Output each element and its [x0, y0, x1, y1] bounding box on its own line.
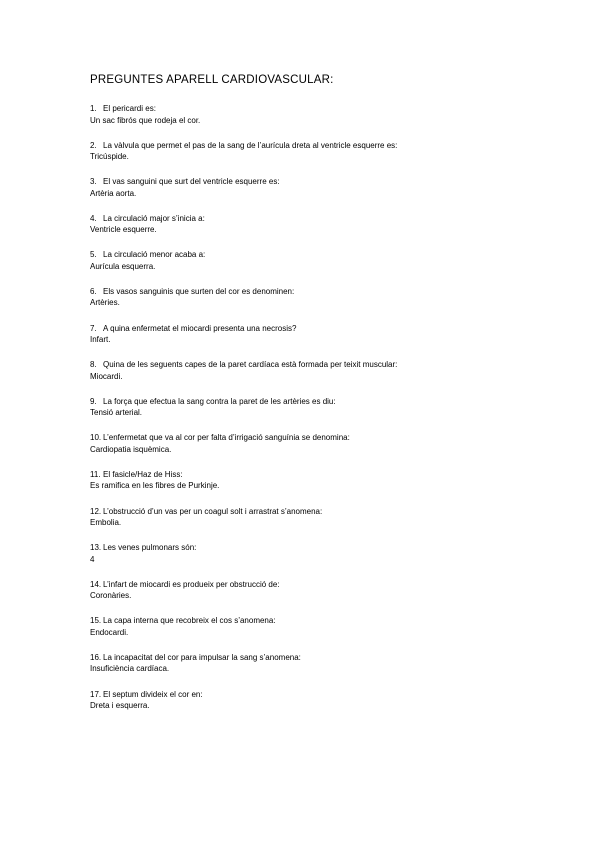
question-item — [90, 359, 570, 396]
question-item — [90, 506, 570, 543]
answer-text: 4 — [90, 554, 95, 564]
question-text: La circulació menor acaba a: — [103, 250, 206, 260]
question-number: 13. — [90, 543, 102, 553]
question-text: Les venes pulmonars són: — [103, 543, 197, 553]
question-number: 17. — [90, 689, 102, 699]
question-number: 16. — [90, 652, 102, 662]
question-text: El pericardi es: — [103, 104, 156, 113]
question-item — [90, 689, 570, 726]
question-text: L’infart de miocardi es produeix per obstrucció de: — [103, 579, 280, 589]
question-number: 14. — [90, 579, 102, 589]
question-text: L’obstrucció d’un vas per un coagul solt i arrastrat s’anomena: — [103, 506, 323, 516]
question-text: El fasicle/Haz de Hiss: — [103, 469, 183, 479]
question-item — [90, 140, 570, 177]
question-number: 8. — [90, 360, 97, 370]
question-number: 9. — [90, 396, 97, 406]
answer-text: Cardiopatia isquèmica. — [90, 444, 172, 454]
page-title: PREGUNTES APARELL CARDIOVASCULAR: — [90, 74, 334, 86]
answer-text: Aurícula esquerra. — [90, 261, 156, 271]
answer-text: Un sac fibrós que rodeja el cor. — [90, 115, 201, 125]
answer-text: Tensió arterial. — [90, 408, 143, 418]
question-item — [90, 286, 570, 323]
answer-text: Es ramifica en les fibres de Purkinje. — [90, 481, 220, 491]
answer-text: Miocardi. — [90, 371, 123, 381]
question-item — [90, 469, 570, 506]
answer-text: Artèries. — [90, 298, 120, 308]
answer-text: Dreta i esquerra. — [90, 701, 150, 710]
question-item — [90, 542, 570, 579]
question-text: Quina de les seguents capes de la paret cardíaca està formada per teixit muscular: — [103, 360, 398, 370]
answer-text: Ventricle esquerre. — [90, 225, 157, 235]
question-number: 4. — [90, 213, 97, 223]
question-list — [90, 103, 570, 725]
question-text: A quina enfermetat el miocardi presenta una necrosis? — [103, 323, 297, 333]
question-text: El septum divideix el cor en: — [103, 689, 203, 699]
question-item — [90, 432, 570, 469]
question-number: 6. — [90, 286, 97, 296]
question-item — [90, 249, 570, 286]
question-text: La capa interna que recobreix el cos s’anomena: — [103, 616, 276, 626]
question-number: 11. — [90, 469, 101, 479]
answer-text: Endocardi. — [90, 627, 129, 637]
question-number: 15. — [90, 616, 102, 626]
question-number: 1. — [90, 104, 97, 113]
question-item — [90, 652, 570, 689]
question-text: La força que efectua la sang contra la paret de les artèries es diu: — [103, 396, 336, 406]
question-text: La circulació major s’inicia a: — [103, 213, 205, 223]
question-number: 7. — [90, 323, 97, 333]
answer-text: Coronàries. — [90, 591, 132, 601]
answer-text: Artèria aorta. — [90, 188, 137, 198]
answer-text: Embolia. — [90, 518, 122, 528]
question-item — [90, 213, 570, 250]
question-item — [90, 323, 570, 360]
question-text: Els vasos sanguinis que surten del cor es denominen: — [103, 286, 295, 296]
question-item — [90, 615, 570, 652]
question-number: 10. — [90, 433, 102, 443]
question-number: 2. — [90, 140, 97, 150]
question-text: La incapacitat del cor para impulsar la sang s’anomena: — [103, 652, 301, 662]
question-text: La vàlvula que permet el pas de la sang de l’aurícula dreta al ventricle esquerre es: — [103, 140, 398, 150]
question-number: 5. — [90, 250, 97, 260]
question-item — [90, 579, 570, 616]
answer-text: Insuficiència cardíaca. — [90, 664, 170, 674]
question-item — [90, 176, 570, 213]
question-text: El vas sanguini que surt del ventricle esquerre es: — [103, 177, 280, 187]
question-item — [90, 396, 570, 433]
question-number: 12. — [90, 506, 102, 516]
question-number: 3. — [90, 177, 97, 187]
answer-text: Tricúspide. — [90, 152, 129, 162]
question-item — [90, 103, 570, 140]
answer-text: Infart. — [90, 335, 111, 345]
question-text: L’enfermetat que va al cor per falta d’irrigació sanguínia se denomina: — [103, 433, 350, 443]
